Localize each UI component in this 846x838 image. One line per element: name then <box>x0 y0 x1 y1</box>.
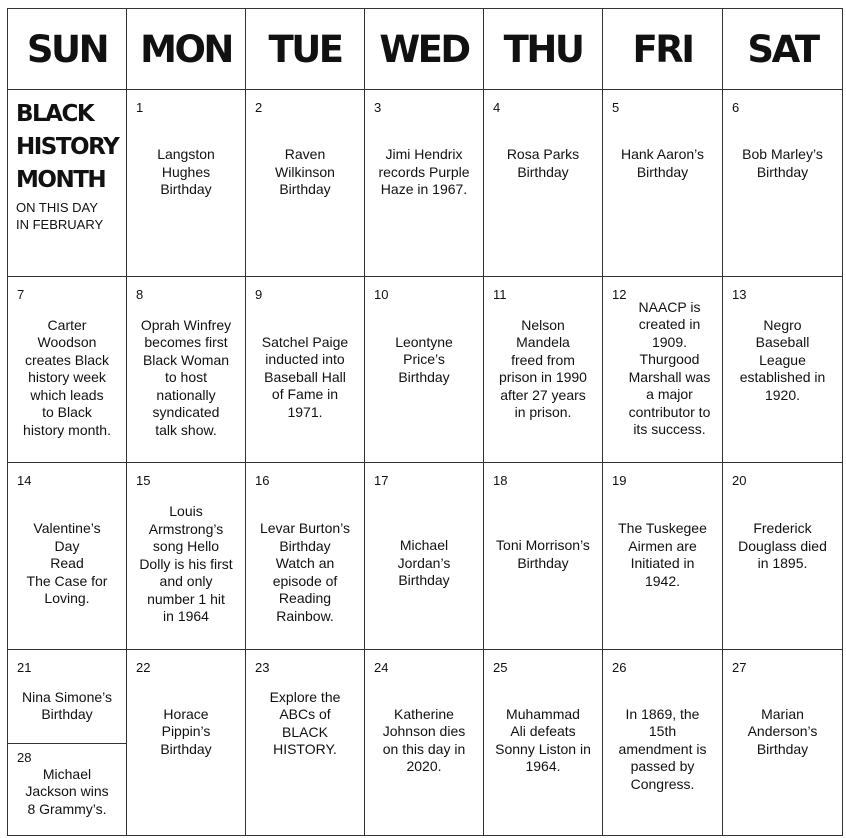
day-event: Carter Woodson creates Black history week which leads to Black history month. <box>23 316 111 438</box>
day-cell <box>246 90 365 276</box>
day-event: Nina Simone’s Birthday <box>21 688 112 722</box>
day-cell-split <box>8 649 127 836</box>
day-number: 1 <box>136 100 144 116</box>
day-event: Horace Pippin’s Birthday <box>160 705 212 757</box>
day-number: 27 <box>732 659 747 675</box>
day-event: In 1869, the 15th amendment is passed by Congress. <box>618 705 707 792</box>
day-cell <box>8 276 127 462</box>
day-event: Marian Anderson’s Birthday <box>747 705 818 757</box>
day-event: Levar Burton’s Birthday Watch an episode of Reading Rainbow. <box>259 520 350 624</box>
day-cell <box>603 463 723 649</box>
day-cell <box>603 276 723 462</box>
day-cell <box>8 463 127 649</box>
day-event: The Tuskegee Airmen are Initiated in 1942. <box>618 520 707 589</box>
day-event: Katherine Johnson dies on this day in 2020. <box>382 705 466 774</box>
day-number: 12 <box>612 286 627 302</box>
february-calendar <box>7 8 843 836</box>
day-event: Jimi Hendrix records Purple Haze in 1967. <box>378 146 470 198</box>
day-event: Negro Baseball League established in 1920. <box>739 316 826 403</box>
day-cell <box>365 463 484 649</box>
day-event: Louis Armstrong’s song Hello Dolly is his first and only number 1 hit in 1964 <box>139 503 233 625</box>
week-row <box>8 649 843 836</box>
weekday-mon: MON <box>127 9 246 90</box>
day-event: Hank Aaron’s Birthday <box>620 146 704 180</box>
day-event: Michael Jordan’s Birthday <box>397 537 451 589</box>
day-number: 4 <box>493 100 501 116</box>
day-number: 5 <box>612 100 620 116</box>
day-cell <box>246 276 365 462</box>
day-number: 23 <box>255 659 270 675</box>
day-event: Leontyne Price’s Birthday <box>395 333 453 385</box>
day-number: 3 <box>374 100 382 116</box>
day-number: 19 <box>612 473 627 489</box>
day-number: 11 <box>493 286 507 302</box>
day-number: 26 <box>612 659 627 675</box>
week-row <box>8 463 843 649</box>
day-event: Michael Jackson wins 8 Grammy’s. <box>25 765 109 817</box>
day-cell <box>365 90 484 276</box>
weekday-thu: THU <box>484 9 603 90</box>
day-number: 21 <box>17 659 32 675</box>
weekday-header-row <box>8 9 843 90</box>
day-number: 25 <box>493 659 508 675</box>
day-cell <box>127 463 246 649</box>
day-cell <box>246 649 365 836</box>
day-number: 7 <box>17 286 25 302</box>
day-number: 14 <box>17 473 32 489</box>
day-number: 16 <box>255 473 270 489</box>
day-event: Oprah Winfrey becomes first Black Woman to host nationally syndicated talk show. <box>140 316 232 438</box>
day-number: 2 <box>255 100 263 116</box>
weekday-sun: SUN <box>8 9 127 90</box>
day-cell <box>723 649 843 836</box>
day-event: Bob Marley’s Birthday <box>742 146 823 180</box>
day-cell <box>484 90 603 276</box>
day-number: 8 <box>136 286 144 302</box>
day-cell <box>127 90 246 276</box>
day-cell <box>365 649 484 836</box>
day-number: 20 <box>732 473 747 489</box>
weekday-sat: SAT <box>723 9 843 90</box>
intro-cell <box>8 90 127 276</box>
day-number: 17 <box>374 473 389 489</box>
day-cell <box>603 649 723 836</box>
day-event: Valentine’s Day Read The Case for Loving. <box>26 520 108 607</box>
day-number: 24 <box>374 659 389 675</box>
day-event: Frederick Douglass died in 1895. <box>738 520 827 572</box>
day-number: 28 <box>17 749 32 765</box>
weekday-fri: FRI <box>603 9 723 90</box>
intro-subtitle: ON THIS DAY IN FEBRUARY <box>16 200 104 233</box>
day-event: Toni Morrison’s Birthday <box>496 537 590 571</box>
day-cell <box>246 463 365 649</box>
day-number: 6 <box>732 100 740 116</box>
day-number: 22 <box>136 659 151 675</box>
day-cell <box>127 649 246 836</box>
day-cell <box>365 276 484 462</box>
day-cell <box>723 463 843 649</box>
day-cell <box>723 90 843 276</box>
day-cell <box>484 276 603 462</box>
split-divider <box>8 743 126 817</box>
intro-title: BLACK HISTORY MONTH <box>16 101 119 194</box>
day-event: Explore the ABCs of BLACK HISTORY. <box>269 688 341 757</box>
day-cell <box>127 276 246 462</box>
day-number: 10 <box>374 286 389 302</box>
day-number: 15 <box>136 473 151 489</box>
day-cell <box>723 276 843 462</box>
day-number: 13 <box>732 286 747 302</box>
weekday-wed: WED <box>365 9 484 90</box>
day-event: Raven Wilkinson Birthday <box>275 146 335 198</box>
day-number: 18 <box>493 473 508 489</box>
day-event: Langston Hughes Birthday <box>157 146 215 198</box>
day-cell <box>484 463 603 649</box>
week-row <box>8 90 843 276</box>
day-event: Muhammad Ali defeats Sonny Liston in 1964. <box>495 705 591 774</box>
day-event: Rosa Parks Birthday <box>506 146 580 180</box>
day-event: Nelson Mandela freed from prison in 1990 after 27 years in prison. <box>499 316 587 421</box>
weekday-tue: TUE <box>246 9 365 90</box>
week-row <box>8 276 843 462</box>
day-cell <box>603 90 723 276</box>
day-event: NAACP is created in 1909. Thurgood Marshall was a major contributor to its success. <box>628 298 711 438</box>
day-cell <box>484 649 603 836</box>
day-event: Satchel Paige inducted into Baseball Hall of Fame in 1971. <box>261 333 349 420</box>
day-number: 9 <box>255 286 263 302</box>
